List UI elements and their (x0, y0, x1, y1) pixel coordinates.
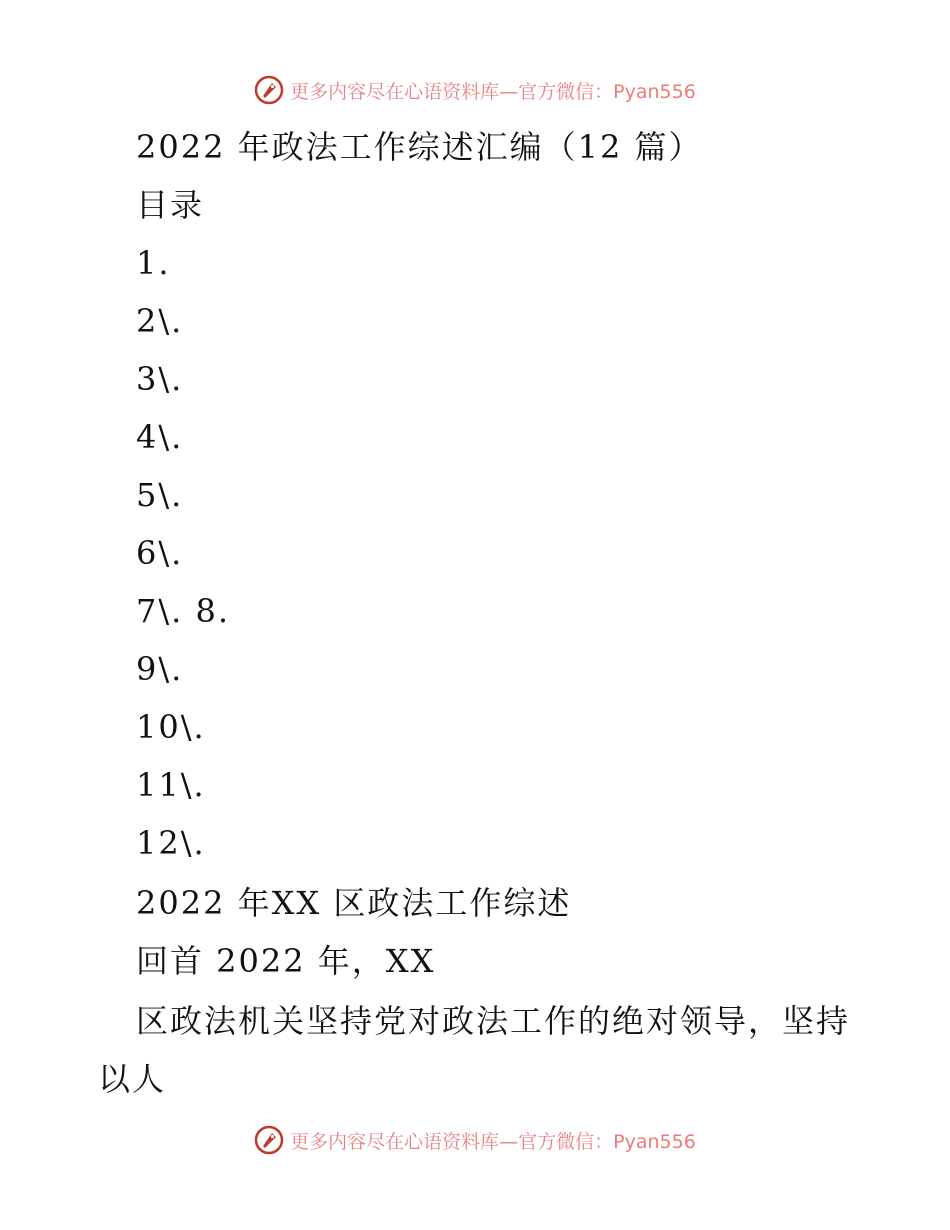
toc-item: 1. (136, 244, 171, 282)
banner-text-cn: 更多内容尽在心语资料库—官方微信： (290, 80, 614, 103)
toc-item: 7\. 8. (136, 592, 231, 630)
toc-item: 10\. (136, 708, 206, 746)
header-watermark-banner (0, 70, 950, 110)
document-title: 2022 年政法工作综述汇编（12 篇） (136, 128, 703, 166)
toc-item: 4\. (136, 418, 184, 456)
banner-text (290, 1127, 696, 1154)
banner-text-cn: 更多内容尽在心语资料库—官方微信： (290, 1130, 614, 1153)
banner-text-latin: Pyan556 (613, 1130, 696, 1153)
paragraph-line: 区政法机关坚持党对政法工作的绝对领导，坚持 (136, 1002, 851, 1040)
toc-item: 12\. (136, 824, 206, 862)
toc-item: 6\. (136, 534, 184, 572)
toc-heading: 目录 (136, 186, 205, 224)
toc-item: 9\. (136, 650, 184, 688)
toc-item: 3\. (136, 360, 184, 398)
paragraph-line: 以人 (98, 1060, 167, 1098)
toc-item: 11\. (136, 766, 206, 804)
banner-text (290, 77, 696, 104)
footer-watermark-banner (0, 1120, 950, 1160)
toc-item: 5\. (136, 476, 184, 514)
pen-nib-logo-icon (254, 75, 284, 105)
paragraph-line: 回首 2022 年，XX (136, 942, 436, 980)
banner-text-latin: Pyan556 (613, 80, 696, 103)
pen-nib-logo-icon (254, 1125, 284, 1155)
banner-inner (254, 75, 696, 105)
section-title: 2022 年XX 区政法工作综述 (136, 884, 572, 922)
toc-item: 2\. (136, 302, 184, 340)
banner-inner (254, 1125, 696, 1155)
